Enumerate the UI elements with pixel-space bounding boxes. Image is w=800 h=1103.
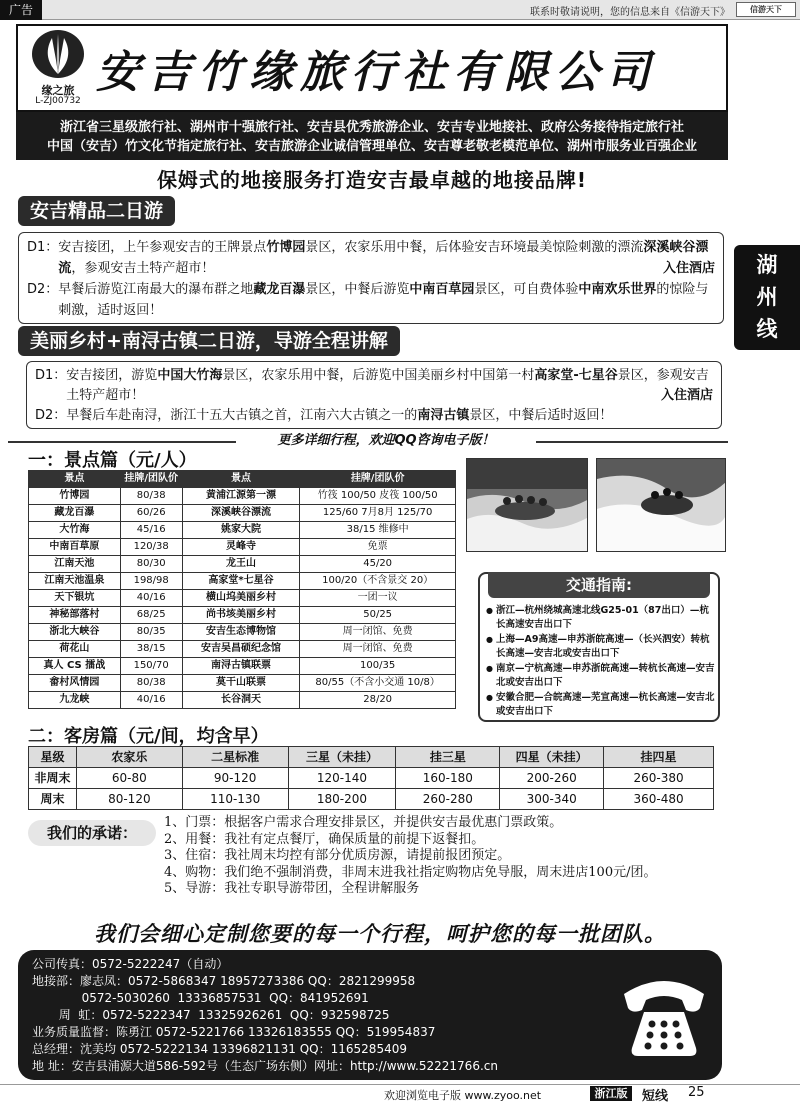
table-cell: 神秘部落村	[29, 607, 121, 624]
edition-badge: 浙江版	[590, 1086, 632, 1101]
table-cell: 黄浦江源第一漂	[182, 488, 300, 505]
table-cell: 200-260	[500, 768, 604, 789]
table-cell: 80/38	[120, 675, 182, 692]
table-cell: 莫干山联票	[182, 675, 300, 692]
tour1-title: 安吉精品二日游	[18, 196, 175, 226]
table-cell: 一团一议	[300, 590, 456, 607]
table-cell: 天下银坑	[29, 590, 121, 607]
license-code: L-ZJ00732	[35, 96, 81, 106]
table-cell: 免票	[300, 539, 456, 556]
spots-title: 一：景点篇（元/人）	[28, 450, 197, 471]
contact-line: 地接部：廖志凤：0572-5868347 18957273386 QQ：2821299958	[32, 974, 416, 988]
telephone-icon	[616, 964, 712, 1064]
promise-list	[164, 815, 704, 898]
table-cell: 40/16	[120, 590, 182, 607]
contact-line: 0572-5030260 13336857531 QQ：841952691	[32, 991, 369, 1005]
table-cell: 大竹海	[29, 522, 121, 539]
table-cell: 灵峰寺	[182, 539, 300, 556]
agency-logo	[22, 28, 94, 108]
list-item: 5、 导游：我社专职导游带团，全程讲解服务	[164, 881, 420, 896]
rooms-title: 二：客房篇（元/间，均含早）	[28, 726, 269, 747]
table-cell: 50/25	[300, 607, 456, 624]
table-row	[29, 658, 456, 675]
table-cell: 竹筏 100/50 皮筏 100/50	[300, 488, 456, 505]
list-item: 3、 住宿：我社周末均控有部分优质房源，请提前报团预定。	[164, 848, 511, 863]
table-cell: 28/20	[300, 692, 456, 709]
rooms-header-row: 星级 农家乐 二星标准 三星（未挂） 挂三星 四星（未挂） 挂四星	[29, 747, 714, 768]
table-cell: 南浔古镇联票	[182, 658, 300, 675]
rafting-image	[597, 459, 726, 552]
table-row	[29, 675, 456, 692]
logo-text: 缘之旅	[41, 84, 75, 97]
rafting-image	[467, 459, 588, 552]
table-row	[29, 505, 456, 522]
table-cell: 真人 CS 擂战	[29, 658, 121, 675]
page-number: 25	[688, 1085, 705, 1100]
table-cell: 40/16	[120, 692, 182, 709]
tour1-day1: D1： 安吉接团，上午参观安吉的王牌景点竹博园景区，农家乐用中餐，后体验安吉环境最美惊险刺激的漂流深溪峡谷漂流，参观安吉土特产超市！	[27, 240, 709, 276]
table-row	[29, 590, 456, 607]
table-cell: 深溪峡谷漂流	[182, 505, 300, 522]
table-row	[29, 556, 456, 573]
table-cell: 安吉生态博物馆	[182, 624, 300, 641]
table-cell: 45/20	[300, 556, 456, 573]
table-cell: 横山坞美丽乡村	[182, 590, 300, 607]
tour2-hotel: 入住酒店	[660, 388, 713, 403]
table-cell: 江南天池温泉	[29, 573, 121, 590]
table-row	[29, 573, 456, 590]
contact-line: 业务质量监督：陈勇江 0572-5221766 13326183555 QQ：519954837	[32, 1025, 436, 1039]
spots-table	[28, 470, 456, 709]
agency-name: 安吉竹缘旅行社有限公司	[96, 47, 657, 98]
table-cell: 45/16	[120, 522, 182, 539]
table-cell: 360-480	[604, 789, 714, 810]
publisher-logo: 信游天下	[736, 2, 796, 17]
footer-welcome: 欢迎浏览电子版 www.zyoo.net	[384, 1089, 542, 1102]
contact-block	[18, 950, 722, 1080]
region-tab: 湖 州 线	[734, 245, 800, 350]
leaf-logo-icon	[30, 28, 86, 80]
tour2-title: 美丽乡村+南浔古镇二日游，导游全程讲解	[18, 326, 400, 356]
table-cell: 江南天池	[29, 556, 121, 573]
table-cell: 300-340	[500, 789, 604, 810]
spots-header-row: 景点 挂牌/团队价 景点 挂牌/团队价	[29, 471, 456, 488]
table-cell: 姚家大院	[182, 522, 300, 539]
table-cell: 68/25	[120, 607, 182, 624]
table-row	[29, 488, 456, 505]
tour2-itinerary	[26, 361, 722, 429]
tour1-itinerary	[18, 232, 724, 324]
table-cell: 150/70	[120, 658, 182, 675]
list-item: 4、 购物：我们绝不强制消费，非周末进我社指定购物店免导服，周末进店100元/团。	[164, 864, 657, 880]
table-cell: 周末	[29, 789, 77, 810]
table-row	[29, 539, 456, 556]
table-row	[29, 522, 456, 539]
table-cell: 80/30	[120, 556, 182, 573]
table-cell: 198/98	[120, 573, 182, 590]
table-cell: 荷花山	[29, 641, 121, 658]
ad-tag: 广告	[0, 0, 42, 20]
tour2-day2: D2： 早餐后车赴南浔，浙江十五大古镇之首，江南六大古镇之一的南浔古镇景区，中餐后适时返回！	[35, 407, 613, 423]
table-cell: 竹博园	[29, 488, 121, 505]
rafting-photo-2	[596, 458, 726, 552]
table-cell: 周一闭馆、免费	[300, 624, 456, 641]
table-cell: 畲村风情园	[29, 675, 121, 692]
table-cell: 周一闭馆、免费	[300, 641, 456, 658]
table-cell: 120/38	[120, 539, 182, 556]
list-item: ● 浙江—杭州绕城高速北线G25-01（87出口）—杭长高速安吉出口下	[486, 604, 716, 632]
table-cell: 60-80	[76, 768, 182, 789]
tour2-day1: D1： 安吉接团，游览中国大竹海景区，农家乐用中餐，后游览中国美丽乡村中国第一村高家堂-七星谷景区，参观安吉土特产超市！	[35, 368, 709, 403]
honors-line: 浙江省三星级旅行社、湖州市十强旅行社、安吉县优秀旅游企业、安吉专业地接社、政府公务接待指定旅行社	[59, 120, 684, 135]
table-cell: 中南百草原	[29, 539, 121, 556]
section-label: 短线	[642, 1089, 669, 1103]
slogan: 保姆式的地接服务打造安吉最卓越的地接品牌!	[156, 168, 588, 192]
traffic-guide	[478, 572, 720, 722]
honors-line: 中国（安吉）竹文化节指定旅行社、安吉旅游企业诚信管理单位、安吉尊老敬老模范单位、湖州市服务业百强企业	[46, 139, 697, 154]
tour1-day2: D2： 早餐后游览江南最大的瀑布群之地藏龙百瀑景区，中餐后游览中南百草园景区，可自费体验中南欢乐世界的惊险与刺激，适时返回！	[27, 282, 709, 318]
list-item: 2、 用餐：我社有定点餐厅，确保质量的前提下返餐扣。	[164, 831, 485, 847]
table-cell: 100/35	[300, 658, 456, 675]
list-item: ● 上海—A9高速—申苏浙皖高速—（长兴泗安）转杭长高速—安吉北或安吉出口下	[486, 633, 716, 661]
table-row	[29, 641, 456, 658]
table-cell: 长谷洞天	[182, 692, 300, 709]
rafting-photo-1	[466, 458, 588, 552]
contact-line: 地 址：安吉县浦源大道586-592号（生态广场东侧）网址：http://www.52221766.cn	[32, 1059, 498, 1073]
tour1-hotel: 入住酒店	[662, 261, 715, 276]
contact-line: 周 虹：0572-5222347 13325926261 QQ：932598725	[32, 1008, 390, 1022]
table-cell: 260-280	[396, 789, 500, 810]
table-cell: 110-130	[182, 789, 288, 810]
contact-line: 总经理：沈美均 0572-5222134 13396821131 QQ：1165285409	[32, 1042, 407, 1056]
contact-lines	[32, 956, 622, 1075]
table-cell: 125/60 7月8月 125/70	[300, 505, 456, 522]
table-cell: 80/35	[120, 624, 182, 641]
list-item: ● 安徽合肥—合皖高速—芜宣高速—杭长高速—安吉北或安吉出口下	[486, 691, 716, 719]
table-cell: 120-140	[288, 768, 396, 789]
table-cell: 38/15	[120, 641, 182, 658]
table-row	[29, 768, 714, 789]
list-item: ● 南京—宁杭高速—申苏浙皖高速—转杭长高速—安吉北或安吉出口下	[486, 662, 716, 690]
table-cell: 260-380	[604, 768, 714, 789]
table-cell: 高家堂*七星谷	[182, 573, 300, 590]
table-cell: 80/38	[120, 488, 182, 505]
motto: 我们会细心定制您要的每一个行程，呵护您的每一批团队。	[94, 922, 666, 946]
table-row	[29, 624, 456, 641]
top-notice: 联系时敬请说明，您的信息来自《信游天下》	[530, 7, 730, 18]
list-item: 1、 门票：根据客户需求合理安排景区，并提供安吉最优惠门票政策。	[164, 815, 563, 830]
table-cell: 160-180	[396, 768, 500, 789]
table-cell: 100/20（不含景交 20）	[300, 573, 456, 590]
rooms-table	[28, 746, 714, 810]
table-cell: 60/26	[120, 505, 182, 522]
honors-banner	[16, 112, 728, 160]
table-cell: 尚书垓美丽乡村	[182, 607, 300, 624]
table-cell: 非周末	[29, 768, 77, 789]
contact-line: 公司传真：0572-5222247（自动）	[32, 957, 229, 971]
table-cell: 九龙峡	[29, 692, 121, 709]
promise-title: 我们的承诺：	[28, 820, 156, 846]
table-cell: 浙北大峡谷	[29, 624, 121, 641]
traffic-title: 交通指南:	[488, 572, 710, 598]
table-cell: 龙王山	[182, 556, 300, 573]
table-cell: 藏龙百瀑	[29, 505, 121, 522]
table-cell: 38/15 维修中	[300, 522, 456, 539]
table-cell: 90-120	[182, 768, 288, 789]
traffic-list	[486, 604, 716, 720]
table-cell: 180-200	[288, 789, 396, 810]
more-info-banner: 更多详细行程，欢迎QQ咨询电子版！	[236, 430, 536, 452]
table-cell: 80-120	[76, 789, 182, 810]
table-row	[29, 607, 456, 624]
table-row	[29, 789, 714, 810]
table-cell: 安吉吴昌硕纪念馆	[182, 641, 300, 658]
table-cell: 80/55（不含小交通 10/8）	[300, 675, 456, 692]
table-row	[29, 692, 456, 709]
